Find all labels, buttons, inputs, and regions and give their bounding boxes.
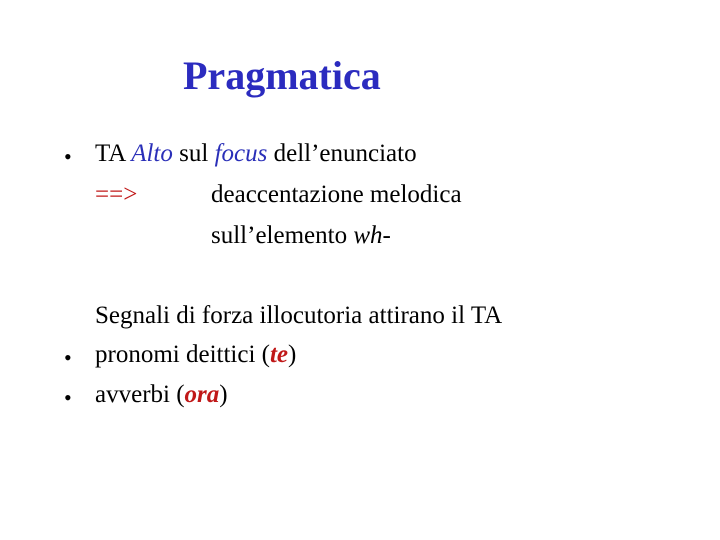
bullet-3: •	[64, 385, 72, 410]
term-te: te	[269, 341, 289, 368]
text-elemento: sull’elemento	[211, 222, 354, 249]
focus-statement	[95, 139, 417, 169]
text-avverbi: avverbi (	[95, 381, 185, 408]
text-enunciato: dell’enunciato	[267, 140, 417, 167]
text-close-paren-2: )	[219, 381, 228, 408]
bullet-2: •	[64, 345, 72, 370]
text-close-paren-1: )	[288, 341, 297, 368]
list-item-pronomi	[95, 340, 296, 370]
result-line-2	[211, 221, 391, 251]
term-wh: wh-	[353, 222, 391, 249]
list-item-avverbi	[95, 380, 228, 410]
term-ora: ora	[184, 381, 220, 408]
term-alto: Alto	[131, 140, 173, 167]
bullet-1: •	[64, 144, 72, 169]
term-focus: focus	[214, 140, 268, 167]
text-pronomi: pronomi deittici (	[95, 341, 270, 368]
signals-heading: Segnali di forza illocutoria attirano il TA	[95, 302, 503, 329]
implication-arrow: ==>	[95, 181, 138, 208]
slide-title: Pragmatica	[183, 53, 381, 98]
text-sul: sul	[172, 140, 215, 167]
text-ta: TA	[95, 140, 132, 167]
result-line-1: deaccentazione melodica	[211, 181, 462, 208]
